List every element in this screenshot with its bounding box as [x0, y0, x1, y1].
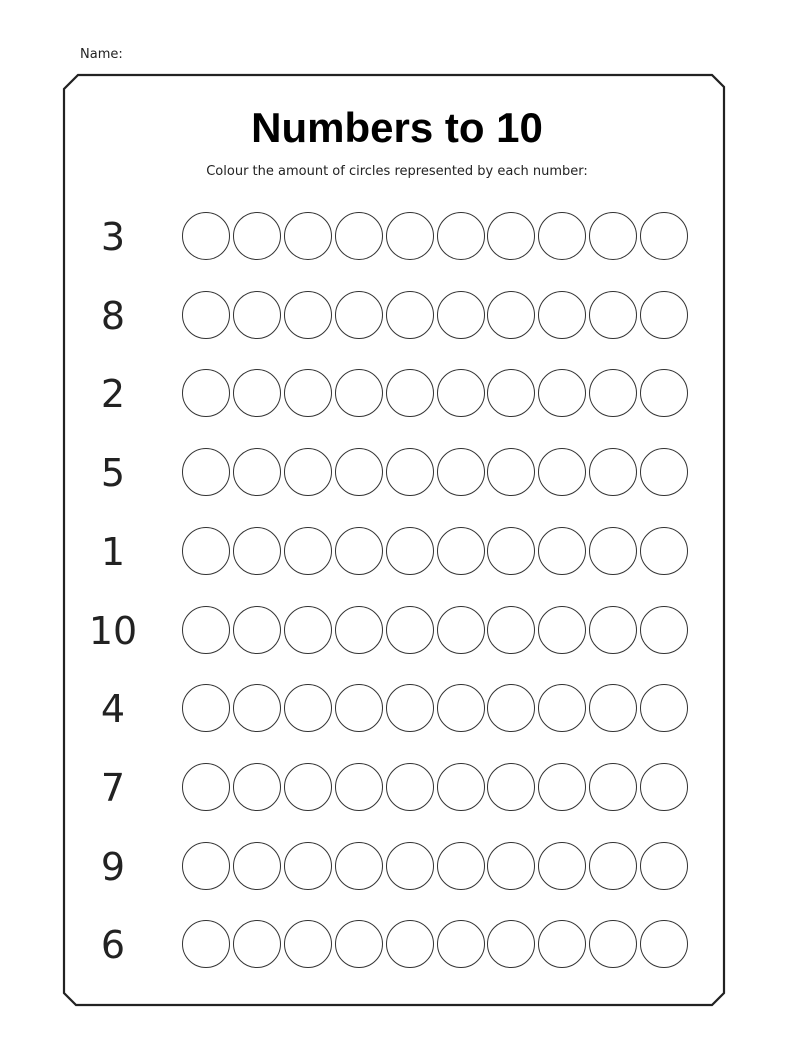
- colour-circle[interactable]: [386, 369, 434, 417]
- name-label: Name:: [80, 47, 123, 62]
- colour-circle[interactable]: [538, 763, 586, 811]
- counting-row: [0, 207, 794, 267]
- colour-circle[interactable]: [233, 684, 281, 732]
- colour-circle[interactable]: [589, 842, 637, 890]
- colour-circle[interactable]: [284, 369, 332, 417]
- colour-circle[interactable]: [640, 527, 688, 575]
- colour-circle[interactable]: [182, 606, 230, 654]
- counting-row: [0, 522, 794, 582]
- colour-circle[interactable]: [386, 606, 434, 654]
- colour-circle[interactable]: [487, 527, 535, 575]
- colour-circle[interactable]: [335, 527, 383, 575]
- colour-circle[interactable]: [589, 763, 637, 811]
- colour-circle[interactable]: [284, 212, 332, 260]
- colour-circle[interactable]: [284, 842, 332, 890]
- colour-circle[interactable]: [182, 842, 230, 890]
- colour-circle[interactable]: [335, 763, 383, 811]
- colour-circle[interactable]: [182, 527, 230, 575]
- colour-circle[interactable]: [487, 291, 535, 339]
- counting-row: [0, 837, 794, 897]
- row-number: 1: [100, 529, 126, 574]
- colour-circle[interactable]: [589, 369, 637, 417]
- colour-circle[interactable]: [589, 684, 637, 732]
- colour-circle[interactable]: [487, 920, 535, 968]
- colour-circle[interactable]: [487, 448, 535, 496]
- colour-circle[interactable]: [487, 369, 535, 417]
- colour-circle[interactable]: [386, 291, 434, 339]
- colour-circle[interactable]: [233, 606, 281, 654]
- colour-circle[interactable]: [182, 763, 230, 811]
- colour-circle[interactable]: [284, 291, 332, 339]
- worksheet-title: Numbers to 10: [251, 104, 543, 151]
- colour-circle[interactable]: [437, 842, 485, 890]
- counting-row: [0, 679, 794, 739]
- colour-circle[interactable]: [335, 212, 383, 260]
- colour-circle[interactable]: [589, 212, 637, 260]
- row-number: 10: [88, 608, 138, 653]
- row-number: 2: [100, 372, 126, 417]
- colour-circle[interactable]: [233, 212, 281, 260]
- colour-circle[interactable]: [437, 763, 485, 811]
- colour-circle[interactable]: [640, 684, 688, 732]
- row-number: 5: [100, 451, 126, 496]
- colour-circle[interactable]: [233, 291, 281, 339]
- colour-circle[interactable]: [335, 291, 383, 339]
- colour-circle[interactable]: [640, 763, 688, 811]
- colour-circle[interactable]: [386, 842, 434, 890]
- colour-circle[interactable]: [182, 920, 230, 968]
- colour-circle[interactable]: [538, 842, 586, 890]
- row-number: 6: [100, 923, 126, 968]
- colour-circle[interactable]: [386, 448, 434, 496]
- colour-circle[interactable]: [335, 606, 383, 654]
- colour-circle[interactable]: [437, 291, 485, 339]
- colour-circle[interactable]: [233, 842, 281, 890]
- colour-circle[interactable]: [589, 920, 637, 968]
- colour-circle[interactable]: [182, 369, 230, 417]
- row-number: 4: [100, 687, 126, 732]
- colour-circle[interactable]: [386, 920, 434, 968]
- colour-circle[interactable]: [233, 527, 281, 575]
- colour-circle[interactable]: [437, 369, 485, 417]
- colour-circle[interactable]: [538, 606, 586, 654]
- colour-circle[interactable]: [284, 448, 332, 496]
- row-number: 7: [100, 765, 126, 810]
- colour-circle[interactable]: [538, 291, 586, 339]
- colour-circle[interactable]: [487, 606, 535, 654]
- colour-circle[interactable]: [640, 369, 688, 417]
- colour-circle[interactable]: [640, 291, 688, 339]
- counting-row: [0, 601, 794, 661]
- colour-circle[interactable]: [589, 291, 637, 339]
- colour-circle[interactable]: [640, 920, 688, 968]
- colour-circle[interactable]: [640, 606, 688, 654]
- colour-circle[interactable]: [487, 763, 535, 811]
- row-number: 3: [100, 215, 126, 259]
- colour-circle[interactable]: [284, 763, 332, 811]
- colour-circle[interactable]: [233, 369, 281, 417]
- colour-circle[interactable]: [640, 842, 688, 890]
- colour-circle[interactable]: [437, 448, 485, 496]
- colour-circle[interactable]: [437, 684, 485, 732]
- colour-circle[interactable]: [437, 606, 485, 654]
- colour-circle[interactable]: [538, 527, 586, 575]
- colour-circle[interactable]: [182, 448, 230, 496]
- colour-circle[interactable]: [589, 527, 637, 575]
- colour-circle[interactable]: [335, 369, 383, 417]
- colour-circle[interactable]: [589, 606, 637, 654]
- colour-circle[interactable]: [437, 920, 485, 968]
- colour-circle[interactable]: [640, 448, 688, 496]
- colour-circle[interactable]: [386, 763, 434, 811]
- colour-circle[interactable]: [335, 920, 383, 968]
- colour-circle[interactable]: [335, 842, 383, 890]
- colour-circle[interactable]: [284, 606, 332, 654]
- colour-circle[interactable]: [589, 448, 637, 496]
- counting-row: [0, 443, 794, 503]
- colour-circle[interactable]: [233, 763, 281, 811]
- row-number: 9: [100, 844, 126, 889]
- counting-row: [0, 915, 794, 975]
- counting-row: [0, 286, 794, 346]
- colour-circle[interactable]: [233, 920, 281, 968]
- colour-circle[interactable]: [487, 842, 535, 890]
- colour-circle[interactable]: [538, 212, 586, 260]
- counting-row: [0, 758, 794, 818]
- counting-row: [0, 364, 794, 424]
- colour-circle[interactable]: [437, 527, 485, 575]
- row-number: 8: [100, 293, 126, 338]
- colour-circle[interactable]: [437, 212, 485, 260]
- colour-circle[interactable]: [233, 448, 281, 496]
- colour-circle[interactable]: [538, 448, 586, 496]
- colour-circle[interactable]: [386, 684, 434, 732]
- colour-circle[interactable]: [182, 684, 230, 732]
- colour-circle[interactable]: [284, 920, 332, 968]
- colour-circle[interactable]: [538, 369, 586, 417]
- colour-circle[interactable]: [386, 527, 434, 575]
- colour-circle[interactable]: [335, 684, 383, 732]
- colour-circle[interactable]: [538, 684, 586, 732]
- colour-circle[interactable]: [335, 448, 383, 496]
- colour-circle[interactable]: [182, 212, 230, 260]
- colour-circle[interactable]: [182, 291, 230, 339]
- colour-circle[interactable]: [487, 212, 535, 260]
- colour-circle[interactable]: [538, 920, 586, 968]
- colour-circle[interactable]: [487, 684, 535, 732]
- worksheet-instructions: Colour the amount of circles represented by each number:: [206, 164, 588, 179]
- colour-circle[interactable]: [386, 212, 434, 260]
- colour-circle[interactable]: [284, 684, 332, 732]
- colour-circle[interactable]: [284, 527, 332, 575]
- colour-circle[interactable]: [640, 212, 688, 260]
